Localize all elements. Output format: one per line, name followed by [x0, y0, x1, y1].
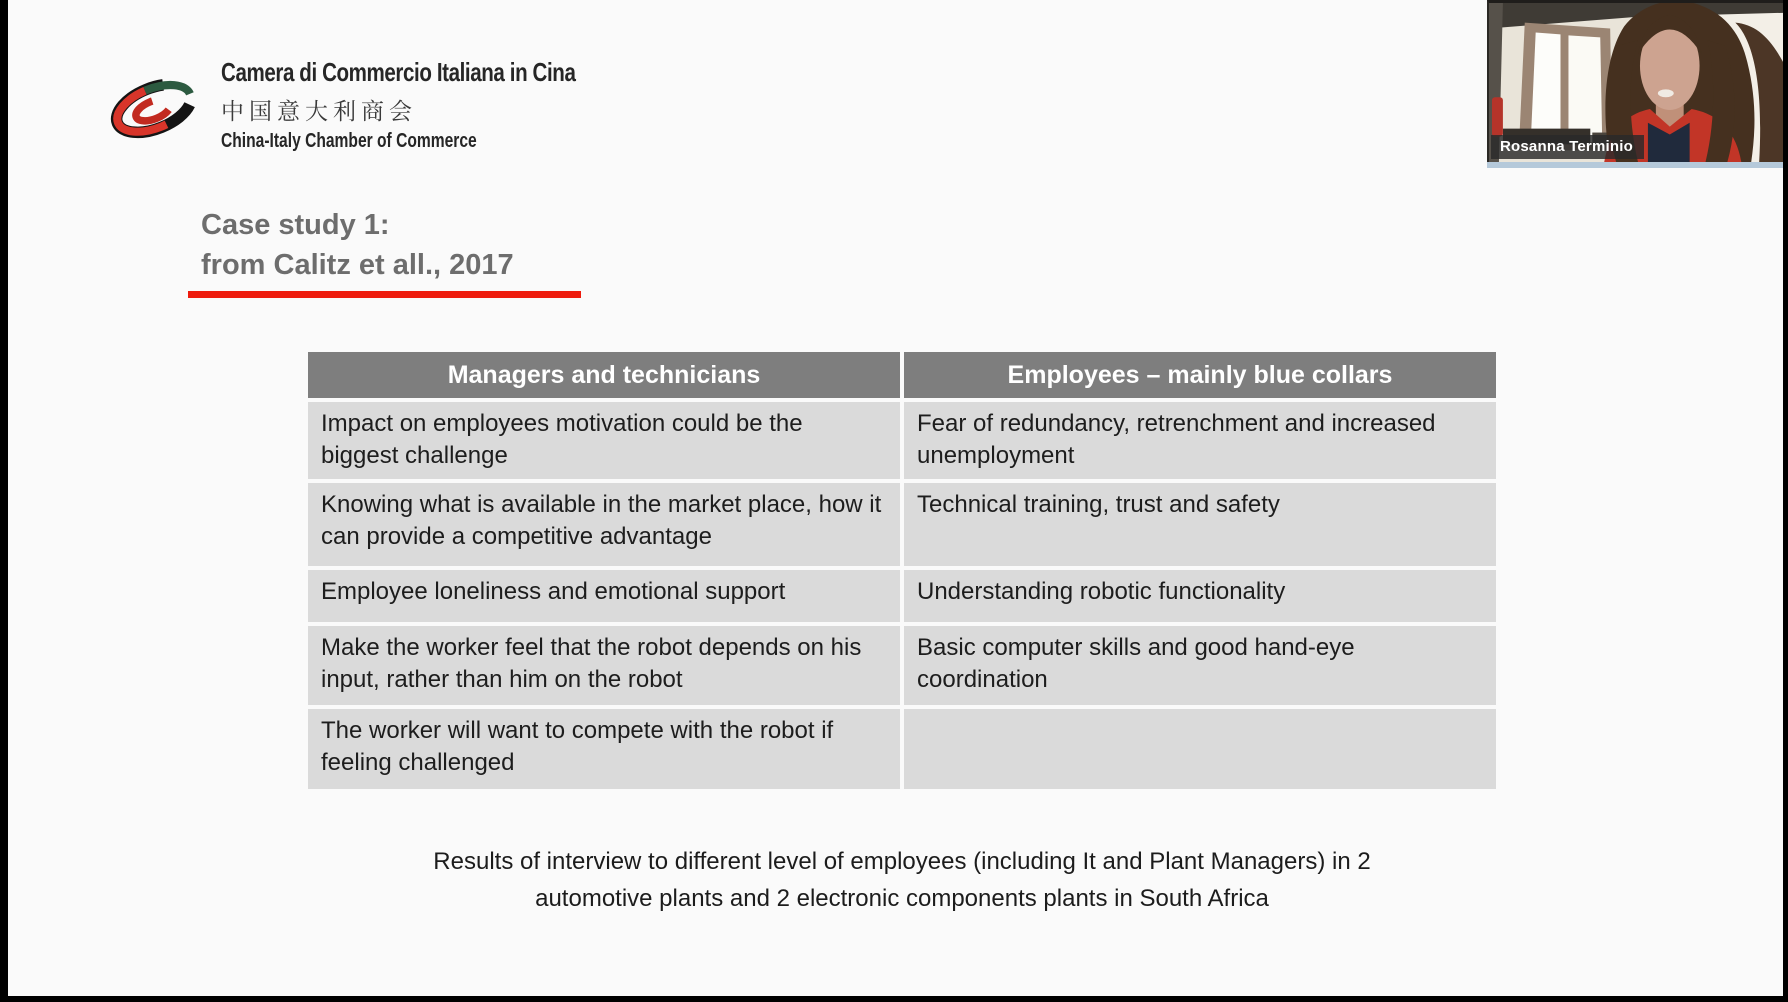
title-underline	[188, 291, 581, 298]
slide-title-line2: from Calitz et all., 2017	[201, 249, 514, 281]
logo-name-english: China-Italy Chamber of Commerce	[221, 130, 477, 152]
webcam-tile[interactable]	[1487, 0, 1783, 168]
logo-name-italian: Camera di Commercio Italiana in Cina	[221, 57, 576, 87]
webcam-bottom-strip	[1487, 162, 1783, 168]
table-header-employees: Employees – mainly blue collars	[904, 352, 1496, 398]
chamber-logo-text	[221, 57, 670, 153]
table-cell-left: Make the worker feel that the robot depends on his input, rather than him on the robot	[308, 626, 900, 705]
logo-name-chinese: 中国意大利商会	[221, 98, 417, 124]
slide-title	[201, 205, 514, 285]
table-header-managers: Managers and technicians	[308, 352, 900, 398]
webcam-video	[1487, 0, 1783, 162]
table-cell-right: Fear of redundancy, retrenchment and increased unemployment	[904, 402, 1496, 479]
slide-title-line1: Case study 1:	[201, 209, 390, 241]
table-cell-left: The worker will want to compete with the robot if feeling challenged	[308, 709, 900, 789]
case-study-table	[308, 352, 1496, 789]
table-cell-right: Understanding robotic functionality	[904, 570, 1496, 622]
table-cell-left: Employee loneliness and emotional support	[308, 570, 900, 622]
table-cell-right: Basic computer skills and good hand-eye coordination	[904, 626, 1496, 705]
table-cell-right: Technical training, trust and safety	[904, 483, 1496, 566]
participant-name-badge: Rosanna Terminio	[1491, 135, 1644, 159]
chamber-logo-swirl-icon	[103, 61, 205, 153]
table-cell-left: Knowing what is available in the market place, how it can provide a competitive advantage	[308, 483, 900, 566]
table-cell-left: Impact on employees motivation could be the biggest challenge	[308, 402, 900, 479]
slide-footnote: Results of interview to different level of employees (including It and Plant Managers) in 2 automotive plants and 2 electronic components plants in South Africa	[433, 848, 1371, 912]
table-cell-right-empty	[904, 709, 1496, 789]
